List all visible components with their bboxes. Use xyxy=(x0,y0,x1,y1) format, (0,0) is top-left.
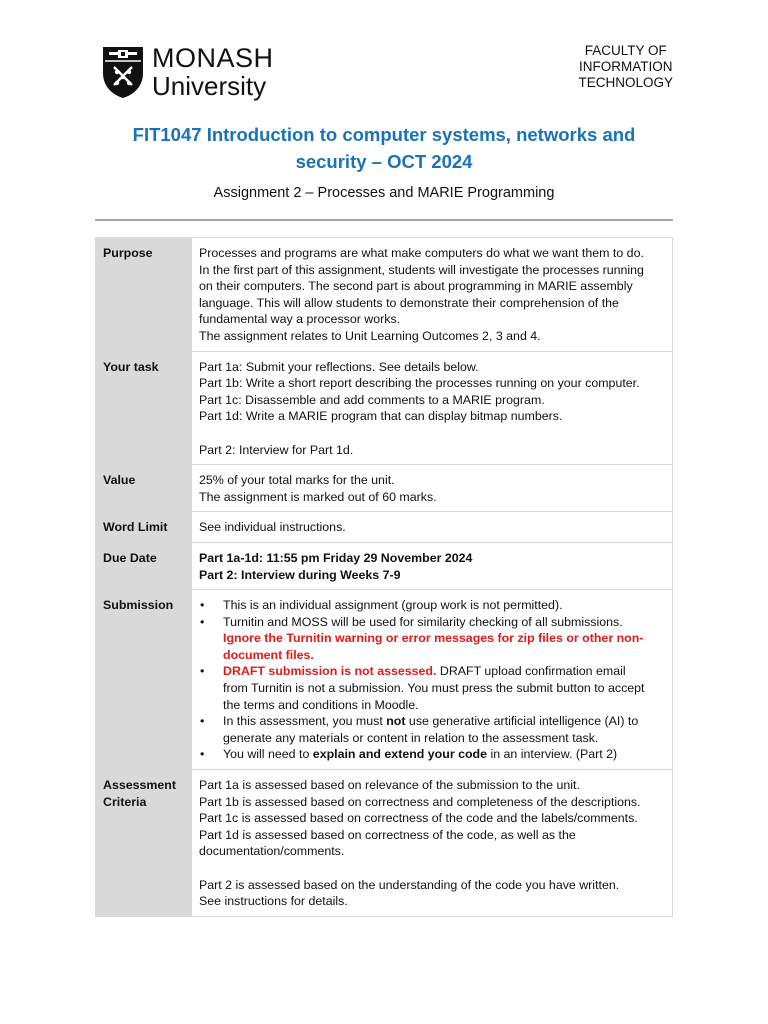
text-line: Part 1a is assessed based on relevance of the submission to the unit. xyxy=(199,778,580,793)
bullet-icon: • xyxy=(200,714,205,729)
text-line: on their computers. The second part is about programming in MARIE assembly xyxy=(199,279,633,294)
emphasis-text: not xyxy=(386,714,406,729)
text-line: Part 1a-1d: 11:55 pm Friday 29 November 2024 xyxy=(199,550,473,565)
row-word-limit xyxy=(96,512,673,543)
text-line: use generative artificial intelligence (AI) to xyxy=(405,714,639,729)
label-value: Value xyxy=(96,465,192,512)
label-your-task: Your task xyxy=(96,351,192,465)
label-purpose: Purpose xyxy=(96,238,192,352)
text-line: In this assessment, you must xyxy=(223,714,387,729)
text-line: Part 2: Interview during Weeks 7-9 xyxy=(199,567,401,582)
row-purpose xyxy=(96,238,673,352)
text-line: fundamental way a processor works. xyxy=(199,312,401,327)
text-line: Part 2 is assessed based on the understanding of the code you have written. xyxy=(199,877,620,892)
text-line: Part 1b: Write a short report describing the processes running on your computer. xyxy=(199,376,640,391)
assignment-info-table xyxy=(95,237,673,917)
emphasis-text: explain and extend your code xyxy=(312,747,487,762)
text-line: Part 1b is assessed based on correctness and completeness of the descriptions. xyxy=(199,794,641,809)
bullet-icon: • xyxy=(200,598,205,613)
label-submission: Submission xyxy=(96,590,192,770)
submission-list xyxy=(199,597,664,763)
text-line: the terms and conditions in Moodle. xyxy=(223,697,419,712)
label-line: Assessment xyxy=(103,778,177,793)
value-word-limit: See individual instructions. xyxy=(192,512,673,543)
text-line: in an interview. (Part 2) xyxy=(487,747,618,762)
spacer xyxy=(199,425,664,442)
list-item xyxy=(199,713,664,746)
warning-text: DRAFT submission is not assessed. xyxy=(223,664,437,679)
row-assessment-criteria xyxy=(96,770,673,917)
label-due-date: Due Date xyxy=(96,542,192,589)
text-line: from Turnitin is not a submission. You must press the submit button to accept xyxy=(223,681,645,696)
faculty-line: TECHNOLOGY xyxy=(578,75,673,90)
label-word-limit: Word Limit xyxy=(96,512,192,543)
list-item xyxy=(199,746,664,763)
warning-text: document files. xyxy=(223,647,314,662)
text-line: The assignment relates to Unit Learning Outcomes 2, 3 and 4. xyxy=(199,328,541,343)
text-line: Part 1a: Submit your reflections. See details below. xyxy=(199,359,479,374)
logo-university-text: University xyxy=(152,71,267,101)
logo-monash-text: MONASH xyxy=(152,43,274,73)
title-line: FIT1047 Introduction to computer systems, networks and xyxy=(132,124,636,145)
list-item xyxy=(199,614,664,664)
row-your-task xyxy=(96,351,673,465)
text-line: Part 1c: Disassemble and add comments to a MARIE program. xyxy=(199,392,545,407)
row-value xyxy=(96,465,673,512)
crest-icon xyxy=(100,45,146,99)
value-your-task xyxy=(192,351,673,465)
text-line: In the first part of this assignment, students will investigate the processes running xyxy=(199,262,644,277)
text-line: Part 1c is assessed based on correctness of the code and the labels/comments. xyxy=(199,811,638,826)
text-line: See instructions for details. xyxy=(199,894,348,909)
text-line: Part 1d is assessed based on correctness of the code, as well as the xyxy=(199,827,576,842)
value-assessment-criteria xyxy=(192,770,673,917)
bullet-icon: • xyxy=(200,614,205,629)
text-line: Processes and programs are what make computers do what we want them to do. xyxy=(199,246,644,260)
row-submission xyxy=(96,590,673,770)
list-item xyxy=(199,663,664,713)
bullet-icon: • xyxy=(200,747,205,762)
value-value xyxy=(192,465,673,512)
label-assessment-criteria xyxy=(96,770,192,917)
text-line: language. This will allow students to demonstrate their comprehension of the xyxy=(199,295,619,310)
text-line: Turnitin and MOSS will be used for similarity checking of all submissions. xyxy=(223,614,623,629)
value-purpose xyxy=(192,238,673,352)
text-line: Part 2: Interview for Part 1d. xyxy=(199,442,354,457)
text-line: DRAFT upload confirmation email xyxy=(436,664,626,679)
label-line: Criteria xyxy=(103,794,147,809)
monash-logo xyxy=(100,42,285,102)
bullet-icon: • xyxy=(200,664,205,679)
faculty-line: FACULTY OF xyxy=(584,43,667,58)
text-line: You will need to xyxy=(223,747,313,762)
warning-text: Ignore the Turnitin warning or error messages for zip files or other non- xyxy=(223,631,644,646)
text-line: generate any materials or content in relation to the assessment task. xyxy=(223,730,599,745)
spacer xyxy=(199,860,664,877)
document-title xyxy=(96,121,672,175)
text-line: Part 1d: Write a MARIE program that can display bitmap numbers. xyxy=(199,409,563,424)
divider xyxy=(95,219,673,221)
value-due-date xyxy=(192,542,673,589)
title-line: security – OCT 2024 xyxy=(295,151,473,172)
list-item xyxy=(199,597,664,614)
value-submission xyxy=(192,590,673,770)
faculty-line: INFORMATION xyxy=(578,59,673,74)
row-due-date xyxy=(96,542,673,589)
text-line: documentation/comments. xyxy=(199,844,345,859)
text-line: 25% of your total marks for the unit. xyxy=(199,473,395,488)
faculty-name xyxy=(578,43,673,91)
document-subtitle: Assignment 2 – Processes and MARIE Programming xyxy=(213,185,555,201)
text-line: This is an individual assignment (group work is not permitted). xyxy=(223,598,563,613)
text-line: The assignment is marked out of 60 marks. xyxy=(199,489,437,504)
